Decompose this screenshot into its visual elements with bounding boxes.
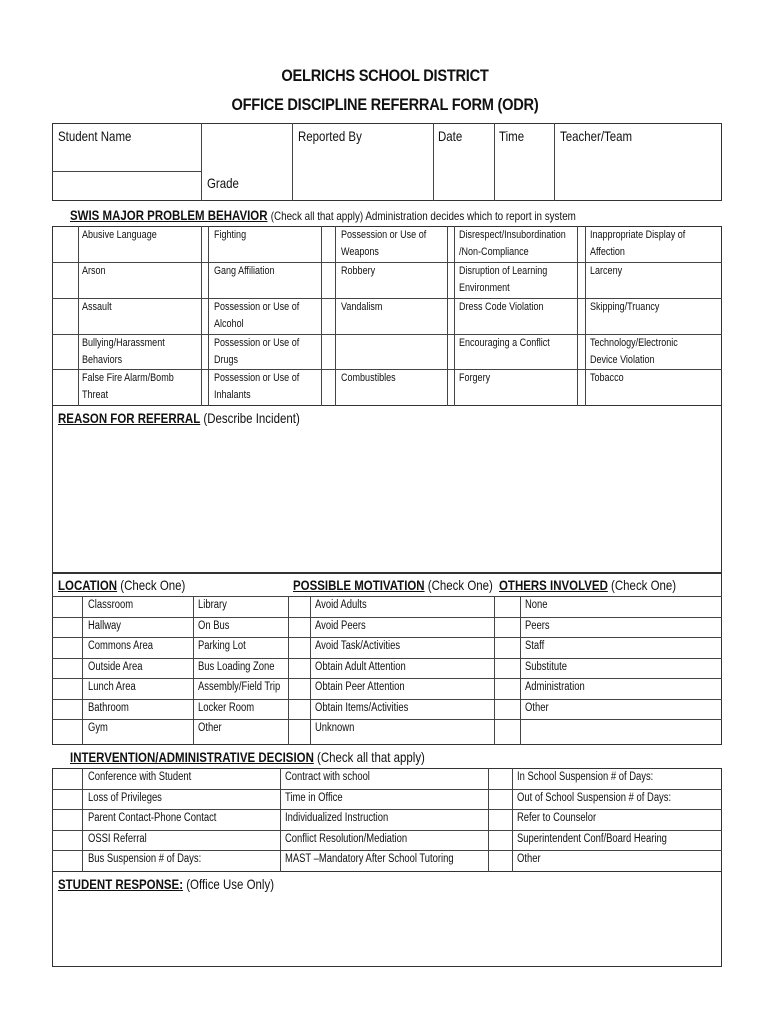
swis-behavior-option: Inappropriate Display of Affection	[590, 229, 686, 258]
intervention-checkbox[interactable]	[493, 853, 507, 867]
swis-checkbox[interactable]	[458, 265, 472, 279]
location-option: Lunch Area	[88, 681, 136, 693]
motivation-option: Unknown	[315, 722, 355, 734]
swis-checkbox[interactable]	[339, 372, 353, 386]
location-option: Other	[198, 722, 222, 734]
others-title: OTHERS INVOLVED	[499, 577, 608, 593]
swis-behavior-option: Possession or Use of Inhalants	[214, 372, 300, 401]
motivation-option: Avoid Task/Activities	[315, 640, 401, 652]
motivation-checkbox[interactable]	[295, 702, 309, 716]
district-title: OELRICHS SCHOOL DISTRICT	[281, 66, 489, 85]
swis-behavior-option: Possession or Use of Weapons	[341, 229, 427, 258]
motivation-option: Obtain Items/Activities	[315, 701, 409, 714]
intervention-option: Conference with Student	[88, 771, 192, 783]
swis-checkbox[interactable]	[212, 229, 226, 243]
intervention-option: MAST –Mandatory After School Tutoring	[285, 853, 454, 865]
others-option: Substitute	[525, 660, 567, 673]
location-option: Commons Area	[88, 640, 153, 652]
intervention-option: Individualized Instruction	[285, 812, 389, 824]
swis-note: (Check all that apply) Administration decides which to report in system	[270, 209, 576, 223]
intervention-option: Time in Office	[285, 791, 343, 804]
swis-behavior-option: Skipping/Truancy	[590, 301, 660, 313]
location-option: Classroom	[88, 599, 134, 611]
intervention-checkbox[interactable]	[60, 833, 74, 847]
swis-behavior-option: Forgery	[459, 372, 491, 384]
others-option: Administration	[525, 681, 585, 693]
swis-behavior-option: Possession or Use of Alcohol	[214, 301, 300, 330]
date-field[interactable]: Date	[438, 128, 463, 144]
swis-behavior-option: Vandalism	[341, 301, 383, 313]
location-option: Assembly/Field Trip	[198, 681, 281, 693]
location-checkbox[interactable]	[60, 722, 74, 736]
time-field[interactable]: Time	[499, 128, 525, 144]
motivation-option: Avoid Peers	[315, 619, 366, 632]
intervention-checkbox[interactable]	[60, 812, 74, 826]
location-note: (Check One)	[120, 577, 186, 593]
student-name-field[interactable]: Student Name	[58, 128, 132, 144]
location-checkbox[interactable]	[60, 640, 74, 654]
intervention-option: Out of School Suspension # of Days:	[517, 791, 672, 804]
motivation-title: POSSIBLE MOTIVATION	[293, 577, 425, 593]
location-option: On Bus	[198, 619, 230, 632]
others-checkbox[interactable]	[500, 702, 514, 716]
motivation-option: Obtain Adult Attention	[315, 660, 406, 673]
swis-behavior-option: Arson	[82, 265, 106, 277]
swis-checkbox[interactable]	[82, 265, 96, 279]
intervention-checkbox[interactable]	[493, 792, 507, 806]
teacher-team-field[interactable]: Teacher/Team	[560, 128, 633, 144]
location-option: Bus Loading Zone	[198, 660, 275, 673]
others-checkbox[interactable]	[500, 620, 514, 634]
intervention-checkbox[interactable]	[493, 833, 507, 847]
others-option: Other	[525, 701, 549, 714]
swis-behavior-option: Tobacco	[590, 372, 624, 384]
location-option: Gym	[88, 722, 108, 734]
intervention-option: Other	[517, 853, 541, 865]
swis-behavior-option: Larceny	[590, 265, 623, 277]
intervention-option: Bus Suspension # of Days:	[88, 853, 202, 865]
swis-behavior-option: False Fire Alarm/Bomb Threat	[82, 372, 174, 401]
response-title: STUDENT RESPONSE:	[58, 876, 184, 892]
location-option: Hallway	[88, 619, 122, 632]
others-checkbox[interactable]	[500, 599, 514, 613]
swis-checkbox[interactable]	[56, 337, 70, 351]
swis-checkbox[interactable]	[458, 301, 472, 315]
swis-behavior-option: Encouraging a Conflict	[459, 337, 550, 349]
swis-checkbox[interactable]	[458, 337, 472, 351]
motivation-checkbox[interactable]	[295, 599, 309, 613]
swis-behavior-option: Abusive Language	[82, 229, 157, 241]
location-option: Outside Area	[88, 660, 143, 673]
swis-behavior-option: Robbery	[341, 265, 376, 277]
swis-section-header	[70, 207, 576, 223]
others-checkbox[interactable]	[500, 640, 514, 654]
intervention-option: In School Suspension # of Days:	[517, 771, 654, 783]
motivation-checkbox[interactable]	[295, 640, 309, 654]
intervention-checkbox[interactable]	[493, 812, 507, 826]
reason-input[interactable]	[58, 432, 713, 568]
form-title: OFFICE DISCIPLINE REFERRAL FORM (ODR)	[231, 95, 539, 114]
intervention-checkbox[interactable]	[60, 853, 74, 867]
swis-behavior-option: Bullying/Harassment Behaviors	[82, 337, 165, 366]
swis-checkbox[interactable]	[339, 265, 353, 279]
swis-behavior-option: Gang Affiliation	[214, 265, 275, 277]
swis-checkbox[interactable]	[458, 372, 472, 386]
swis-behavior-option: Disrespect/Insubordination /Non-Compliance	[459, 229, 566, 258]
swis-checkbox[interactable]	[82, 229, 96, 243]
swis-checkbox[interactable]	[82, 337, 96, 351]
location-option: Parking Lot	[198, 640, 246, 652]
swis-behavior-option: Technology/Electronic Device Violation	[590, 337, 678, 366]
others-option: Peers	[525, 619, 550, 632]
location-checkbox[interactable]	[60, 702, 74, 716]
intervention-option: Superintendent Conf/Board Hearing	[517, 832, 667, 845]
intervention-option: Refer to Counselor	[517, 812, 597, 824]
reason-title: REASON FOR REFERRAL	[58, 410, 201, 426]
swis-checkbox[interactable]	[339, 229, 353, 243]
location-checkbox[interactable]	[60, 620, 74, 634]
others-checkbox[interactable]	[500, 661, 514, 675]
swis-checkbox[interactable]	[56, 229, 70, 243]
intervention-option: Loss of Privileges	[88, 791, 162, 804]
location-option: Bathroom	[88, 701, 129, 714]
motivation-checkbox[interactable]	[295, 722, 309, 736]
others-header	[499, 577, 676, 593]
reason-header	[58, 410, 300, 426]
intervention-option: OSSI Referral	[88, 832, 147, 845]
swis-behavior-option: Possession or Use of Drugs	[214, 337, 300, 366]
swis-behavior-option: Assault	[82, 301, 112, 313]
grade-field[interactable]: Grade	[207, 175, 239, 191]
location-checkbox[interactable]	[60, 661, 74, 675]
location-title: LOCATION	[58, 577, 118, 593]
intervention-checkbox[interactable]	[60, 792, 74, 806]
intervention-title: INTERVENTION/ADMINISTRATIVE DECISION	[70, 749, 314, 765]
intervention-header	[70, 749, 425, 765]
response-header	[58, 876, 274, 892]
others-checkbox[interactable]	[500, 681, 514, 695]
swis-checkbox[interactable]	[82, 301, 96, 315]
swis-checkbox[interactable]	[212, 301, 226, 315]
reason-note: (Describe Incident)	[203, 410, 300, 426]
swis-checkbox[interactable]	[458, 229, 472, 243]
location-checkbox[interactable]	[60, 599, 74, 613]
others-option: Staff	[525, 640, 545, 652]
intervention-note: (Check all that apply)	[317, 749, 425, 765]
intervention-option: Contract with school	[285, 771, 370, 783]
motivation-note: (Check One)	[427, 577, 493, 593]
response-input[interactable]	[58, 898, 713, 962]
swis-checkbox[interactable]	[212, 265, 226, 279]
swis-checkbox[interactable]	[212, 372, 226, 386]
intervention-checkbox[interactable]	[60, 771, 74, 785]
response-note: (Office Use Only)	[186, 876, 275, 892]
swis-behavior-option: Disruption of Learning Environment	[459, 265, 548, 294]
swis-checkbox[interactable]	[56, 301, 70, 315]
swis-checkbox[interactable]	[56, 372, 70, 386]
motivation-checkbox[interactable]	[295, 620, 309, 634]
motivation-header	[293, 577, 493, 593]
others-checkbox[interactable]	[500, 722, 514, 736]
location-checkbox[interactable]	[60, 681, 74, 695]
others-note: (Check One)	[611, 577, 677, 593]
location-option: Library	[198, 599, 227, 611]
swis-behavior-option: Combustibles	[341, 372, 396, 384]
swis-checkbox[interactable]	[56, 265, 70, 279]
swis-behavior-option: Fighting	[214, 229, 247, 241]
swis-behavior-option: Dress Code Violation	[459, 301, 544, 313]
others-option: None	[525, 599, 548, 611]
motivation-option: Avoid Adults	[315, 599, 367, 611]
motivation-option: Obtain Peer Attention	[315, 681, 405, 693]
intervention-checkbox[interactable]	[493, 771, 507, 785]
swis-checkbox[interactable]	[82, 372, 96, 386]
intervention-option: Parent Contact-Phone Contact	[88, 812, 217, 824]
intervention-option: Conflict Resolution/Mediation	[285, 832, 408, 845]
swis-checkbox[interactable]	[339, 301, 353, 315]
location-header	[58, 577, 185, 593]
motivation-checkbox[interactable]	[295, 661, 309, 675]
swis-checkbox[interactable]	[212, 337, 226, 351]
swis-checkbox[interactable]	[339, 337, 353, 351]
swis-title: SWIS MAJOR PROBLEM BEHAVIOR	[70, 207, 268, 223]
reported-by-field[interactable]: Reported By	[298, 128, 362, 144]
motivation-checkbox[interactable]	[295, 681, 309, 695]
location-option: Locker Room	[198, 701, 255, 714]
